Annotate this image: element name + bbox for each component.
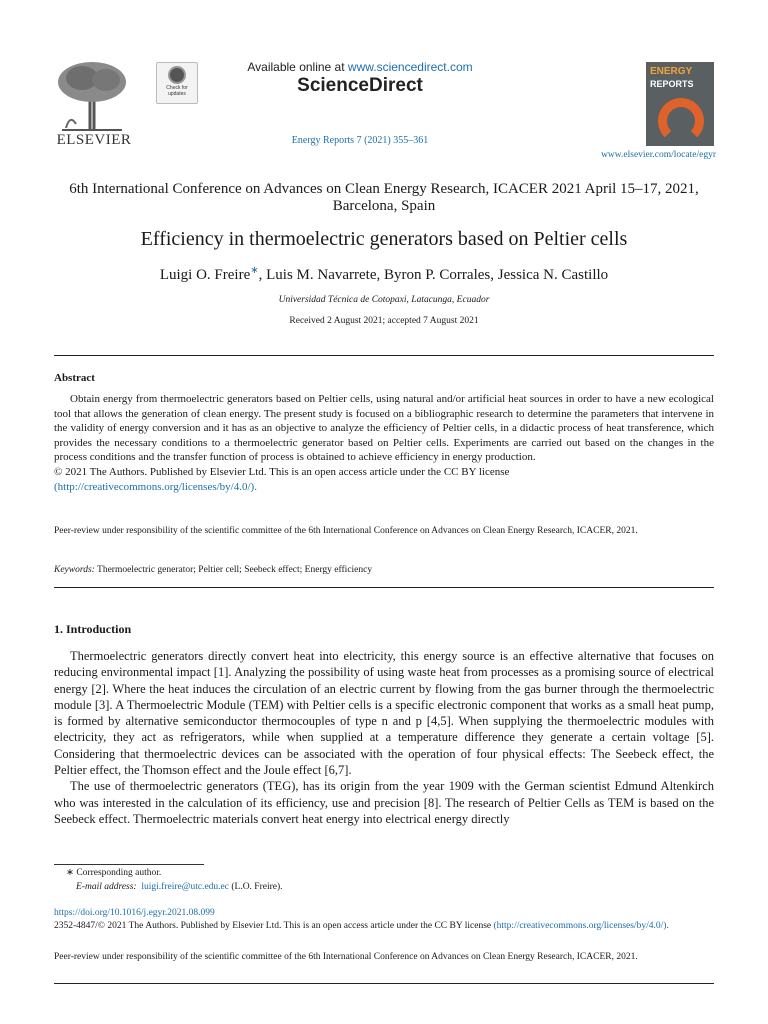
email-note (54, 881, 714, 894)
issn-license-note (54, 920, 714, 933)
corresponding-author-mark[interactable]: ∗ (250, 265, 259, 276)
conference-name: 6th International Conference on Advances on Clean Energy Research, ICACER 2021 April 15–17, 2021, Barcelona, Spain (69, 181, 699, 214)
sciencedirect-link[interactable]: www.sciencedirect.com (347, 60, 473, 74)
intro-paragraph-1: Thermoelectric generators directly convert heat into electricity, this energy source is an effective alternative that focuses on reducing environmental impact [1]. Analyzing the possibility of using waste heat from processes as a promising source of electrical energy [2]. Where the heat induces the circulation of an electric current by flowing from the gas burner through the thermoelectric module [3]. A Thermoelectric Module (TEM) with Peltier cells is a specific electronic component that works as a small heat pump, is formed by alternative semiconductor thermocouples of type n and p [4,5]. When supplying the thermoelectric modules with electricity, they act as refrigerators, while when supplied at a temperature difference they generate a certain voltage [5]. Considering that thermoelectric devices can be associated with the operation of four physical effects: The Seebeck effect, the Peltier effect, the Thomson effect and the Joule effect [6,7]. (54, 649, 714, 778)
authors-rest: , Luis M. Navarrete, Byron P. Corrales, Jessica N. Castillo (258, 267, 609, 283)
author-list (40, 265, 728, 284)
license-link[interactable]: (http://creativecommons.org/licenses/by/4.0/). (54, 480, 257, 493)
email-label: E-mail address: (76, 882, 137, 892)
issn-license-link[interactable]: (http://creativecommons.org/licenses/by/4.0/). (493, 921, 669, 931)
journal-homepage-link[interactable]: www.elsevier.com/locate/egyr (601, 150, 716, 160)
check-for-updates-badge[interactable] (156, 62, 198, 104)
abstract-text: Obtain energy from thermoelectric generators based on Peltier cells, using natural and/or artificial heat sources in order to have a new ecological tool that allows the generation of clean energy. The present study is focused on a bibliographic research to determine the parameters that intervene in the validity of energy conversion and it has as an objective to analyze the efficiency of Peltier cells, in a didactic process of heat transference, which provides the necessary conditions to a thermoelectric generator based on Peltier cells. Experiments are carried out based on the changes in the process conditions and the transfer function of process is obtained to achieve efficiency in energy production. (54, 393, 714, 464)
abstract-heading: Abstract (54, 372, 95, 384)
cover-e-icon (658, 98, 704, 144)
divider-footer (54, 983, 714, 984)
email-link[interactable]: luigi.freire@utc.edu.ec (141, 882, 229, 892)
divider-top (54, 355, 714, 356)
keywords-text: Thermoelectric generator; Peltier cell; Seebeck effect; Energy efficiency (94, 565, 373, 575)
peer-review-note: Peer-review under responsibility of the scientific committee of the 6th International Conference on Advances on Clean Energy Research, ICACER, 2021. (54, 526, 638, 536)
keywords (54, 565, 714, 575)
available-prefix: Available online at (247, 60, 348, 74)
license-line: © 2021 The Authors. Published by Elsevier Ltd. This is an open access article under the CC BY license (54, 465, 510, 478)
corresponding-author-note: ∗ Corresponding author. (66, 868, 162, 878)
journal-cover-thumbnail[interactable] (646, 62, 714, 146)
cover-title-line1: ENERGY (650, 66, 693, 77)
email-owner: (L.O. Freire). (228, 882, 283, 892)
article-title: Efficiency in thermoelectric generators based on Peltier cells (140, 228, 628, 250)
peer-review-footnote: Peer-review under responsibility of the scientific committee of the 6th International Conference on Advances on Clean Energy Research, ICACER, 2021. (54, 952, 638, 962)
available-online (200, 60, 520, 74)
divider-bottom (54, 587, 714, 588)
keywords-label: Keywords: (54, 565, 95, 575)
section-heading-introduction: 1. Introduction (54, 622, 132, 636)
footnote-rule (54, 864, 204, 865)
abstract-license (54, 465, 714, 494)
issn-text: 2352-4847/© 2021 The Authors. Published by Elsevier Ltd. This is an open access article under the CC BY license (54, 921, 494, 931)
cover-title-line2: REPORTS (650, 79, 694, 89)
introduction-body (54, 648, 714, 827)
elsevier-tree-logo (52, 58, 132, 132)
affiliation: Universidad Técnica de Cotopaxi, Latacunga, Ecuador (278, 295, 490, 305)
sciencedirect-wordmark: ScienceDirect (297, 75, 423, 96)
journal-reference[interactable]: Energy Reports 7 (2021) 355–361 (291, 135, 429, 146)
author-first[interactable]: Luigi O. Freire (159, 267, 251, 283)
check-updates-label: Check for updates (166, 85, 188, 97)
doi-link[interactable]: https://doi.org/10.1016/j.egyr.2021.08.099 (54, 908, 215, 918)
refresh-icon (168, 66, 186, 84)
received-dates: Received 2 August 2021; accepted 7 August 2021 (289, 316, 479, 326)
intro-paragraph-2: The use of thermoelectric generators (TEG), has its origin from the year 1909 with the German scientist Edmund Altenkirch who was interested in the calculation of its efficiency, use and precision [8]. The research of Peltier Cells as TEM is based on the Seebeck effect. Thermoelectric materials convert heat energy into electrical energy directly (54, 779, 714, 826)
abstract-body (54, 392, 714, 494)
elsevier-wordmark: ELSEVIER (56, 132, 132, 148)
